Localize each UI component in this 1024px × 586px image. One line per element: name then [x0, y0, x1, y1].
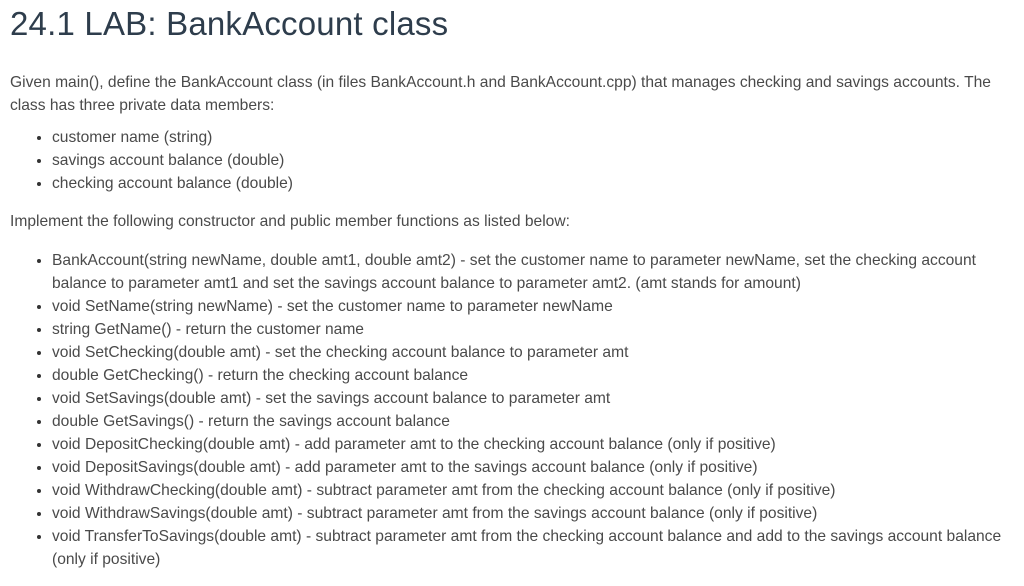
list-item: • void DepositSavings(double amt) - add parameter amt to the savings account balance (only if positive): [52, 456, 1014, 479]
list-item: • void SetSavings(double amt) - set the savings account balance to parameter amt: [52, 387, 1014, 410]
list-item: • void SetChecking(double amt) - set the checking account balance to parameter amt: [52, 341, 1014, 364]
member-functions-list: [10, 249, 1014, 571]
intro-paragraph: Given main(), define the BankAccount class (in files BankAccount.h and BankAccount.cpp) that manages checking and savings accounts. The class has three private data members:: [10, 74, 991, 114]
list-item: • void WithdrawChecking(double amt) - subtract parameter amt from the checking account balance (only if positive): [52, 479, 1014, 502]
list-item: • void SetName(string newName) - set the customer name to parameter newName: [52, 295, 1014, 318]
list-item: • customer name (string): [52, 126, 1014, 149]
list-item: • double GetChecking() - return the checking account balance: [52, 364, 1014, 387]
implement-paragraph: Implement the following constructor and public member functions as listed below:: [10, 213, 570, 230]
list-item: • string GetName() - return the customer name: [52, 318, 1014, 341]
list-item: • void TransferToSavings(double amt) - subtract parameter amt from the checking account balance and add to the savings account balance (only if positive): [52, 525, 1014, 571]
list-item: • savings account balance (double): [52, 149, 1014, 172]
page-title: 24.1 LAB: BankAccount class: [10, 5, 449, 42]
list-item: • checking account balance (double): [52, 172, 1014, 195]
list-item: • double GetSavings() - return the savings account balance: [52, 410, 1014, 433]
list-item: • BankAccount(string newName, double amt1, double amt2) - set the customer name to parameter newName, set the checking account balance to parameter amt1 and set the savings account balance to parameter amt2. (amt stands for amount): [52, 249, 1014, 295]
private-members-list: [10, 126, 1014, 195]
list-item: • void WithdrawSavings(double amt) - subtract parameter amt from the savings account balance (only if positive): [52, 502, 1014, 525]
list-item: • void DepositChecking(double amt) - add parameter amt to the checking account balance (only if positive): [52, 433, 1014, 456]
